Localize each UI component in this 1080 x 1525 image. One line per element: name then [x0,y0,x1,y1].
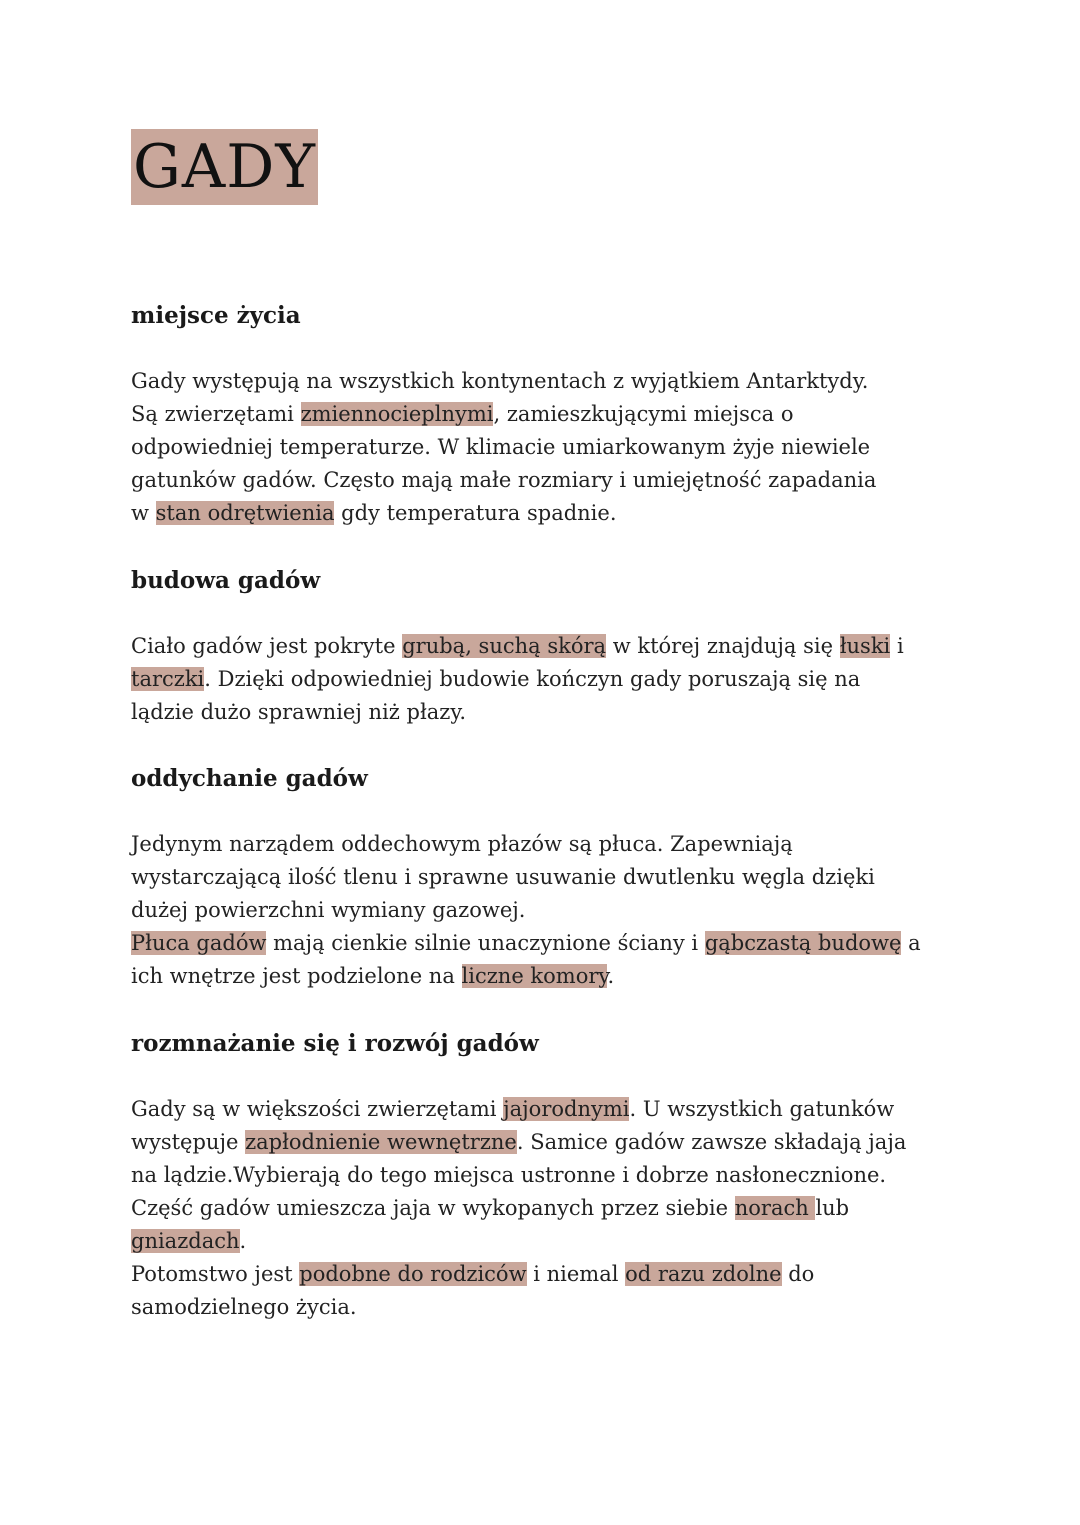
highlighted-term: zapłodnienie wewnętrzne [245,1130,517,1154]
text-line [131,431,981,464]
text-line [131,696,981,729]
section-heading-habitat: miejsce życia [131,302,301,329]
highlighted-term: tarczki [131,667,205,691]
highlighted-term: grubą, suchą skórą [402,634,607,658]
highlighted-term: zmiennocieplnymi [300,402,494,426]
highlighted-term: liczne komory [461,964,608,988]
text-run: Ciało gadów jest pokryte [131,634,403,658]
text-line [131,828,981,861]
text-run: Potomstwo jest [131,1262,300,1286]
text-run: mają cienkie silnie unaczynione ściany i [266,931,705,955]
text-run: odpowiedniej temperaturze. W klimacie umiarkowanym żyje niewiele [131,435,871,459]
text-run: w której znajdują się [606,634,840,658]
text-run: dużej powierzchni wymiany gazowej. [131,898,526,922]
text-run: Jedynym narządem oddechowym płazów są płuca. Zapewniają [131,832,793,856]
section-body-reproduction [131,1093,981,1324]
text-line [131,927,981,960]
section-body-anatomy [131,630,981,729]
section-heading-reproduction: rozmnażanie się i rozwój gadów [131,1030,539,1057]
section-heading-anatomy: budowa gadów [131,567,321,594]
text-run: Gady są w większości zwierzętami [131,1097,504,1121]
text-line [131,1093,981,1126]
text-run: w [131,501,156,525]
text-run: samodzielnego życia. [131,1295,357,1319]
text-run: a [901,931,921,955]
highlighted-term: gniazdach [131,1229,240,1253]
highlighted-term: od razu zdolne [625,1262,782,1286]
text-line [131,1291,981,1324]
text-run: ich wnętrze jest podzielone na [131,964,462,988]
text-run: . U wszystkich gatunków [629,1097,895,1121]
text-run: na lądzie.Wybierają do tego miejsca ustronne i dobrze nasłonecznione. [131,1163,887,1187]
text-run: lądzie dużo sprawniej niż płazy. [131,700,467,724]
text-run: . [239,1229,247,1253]
text-run: , zamieszkującymi miejsca o [493,402,794,426]
text-run: i [890,634,904,658]
highlighted-term: łuski [839,634,891,658]
text-line [131,1225,981,1258]
text-line [131,630,981,663]
text-run: Część gadów umieszcza jaja w wykopanych przez siebie [131,1196,735,1220]
text-line [131,861,981,894]
text-line [131,894,981,927]
text-line [131,497,981,530]
text-line [131,1192,981,1225]
highlighted-term: Płuca gadów [131,931,267,955]
text-run: i niemal [526,1262,626,1286]
text-run: wystarczającą ilość tlenu i sprawne usuwanie dwutlenku węgla dzięki [131,865,875,889]
text-line [131,1126,981,1159]
text-line [131,663,981,696]
text-run: . [607,964,615,988]
text-run: . Samice gadów zawsze składają jaja [516,1130,907,1154]
text-line [131,1258,981,1291]
highlighted-term: podobne do rodziców [299,1262,527,1286]
text-line [131,960,981,993]
section-heading-breathing: oddychanie gadów [131,765,368,792]
highlighted-term: jajorodnymi [503,1097,630,1121]
text-run: występuje [131,1130,246,1154]
section-body-breathing [131,828,981,993]
text-run: gatunków gadów. Często mają małe rozmiary i umiejętność zapadania [131,468,877,492]
highlighted-term: stan odrętwienia [155,501,335,525]
page-title: GADY [131,129,318,205]
text-run: . Dzięki odpowiedniej budowie kończyn gady poruszają się na [204,667,861,691]
text-line [131,464,981,497]
text-run: do [781,1262,815,1286]
text-run: lub [815,1196,850,1220]
highlighted-term: norach [734,1196,816,1220]
text-run: gdy temperatura spadnie. [334,501,617,525]
text-line [131,1159,981,1192]
highlighted-term: gąbczastą budowę [704,931,902,955]
text-line [131,398,981,431]
text-run: Są zwierzętami [131,402,301,426]
section-body-habitat [131,365,981,530]
text-run: Gady występują na wszystkich kontynentach z wyjątkiem Antarktydy. [131,369,869,393]
text-line [131,365,981,398]
